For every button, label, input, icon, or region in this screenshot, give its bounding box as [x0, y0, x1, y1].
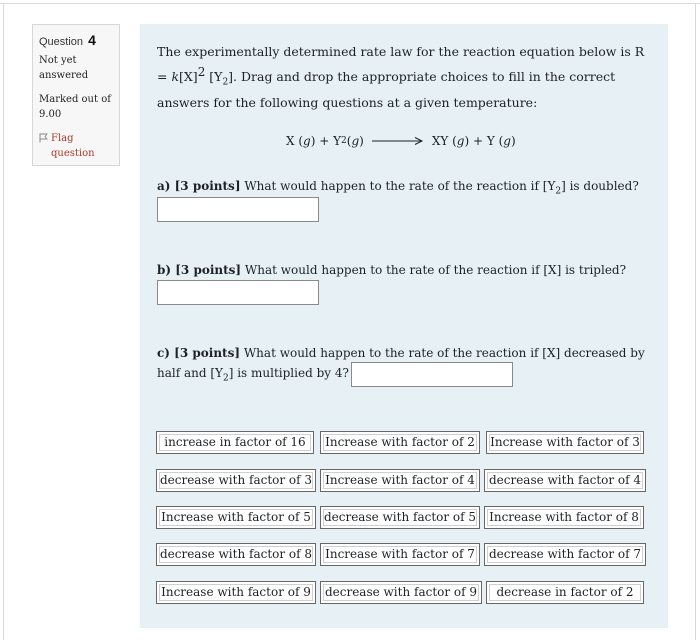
- question-intro: [157, 42, 647, 113]
- eq-phase-2: g: [351, 134, 360, 148]
- rate-constant-k: k: [171, 69, 180, 85]
- question-info-panel: [32, 24, 120, 166]
- eq-lhs-3: (: [346, 134, 352, 148]
- intro-subscript: 2: [222, 77, 229, 88]
- choice-increase-4[interactable]: Increase with factor of 4: [320, 469, 480, 492]
- question-b-text: What would happen to the rate of the reaction if [X] is tripled?: [241, 263, 627, 277]
- choice-decrease-9[interactable]: decrease with factor of 9: [320, 581, 482, 604]
- eq-rhs-3: ): [510, 134, 516, 148]
- eq-lhs-1: X (: [286, 134, 304, 148]
- drop-zone-a[interactable]: [157, 197, 319, 222]
- eq-phase-4: g: [503, 134, 511, 148]
- intro-text-1: The experimentally determined rate law for the reaction equation below is R =: [157, 44, 645, 85]
- eq-lhs-4: ): [359, 134, 364, 148]
- eq-phase-1: g: [303, 134, 311, 148]
- choice-decrease-7[interactable]: decrease with factor of 7: [484, 543, 646, 566]
- intro-text-2: [X]: [179, 69, 198, 85]
- frame-right-border: [695, 3, 696, 640]
- question-c-prefix: c) [3 points]: [157, 346, 241, 360]
- question-a-prefix: a) [3 points]: [157, 179, 241, 193]
- choice-decrease-8[interactable]: decrease with factor of 8: [156, 543, 316, 566]
- choice-increase-3[interactable]: Increase with factor of 3: [486, 431, 644, 454]
- choice-decrease-3[interactable]: decrease with factor of 3: [156, 469, 316, 492]
- question-a-text-1: What would happen to the rate of the reaction if [Y: [240, 179, 556, 193]
- eq-rhs-2: ) + Y (: [464, 134, 504, 148]
- flag-icon: [39, 133, 48, 143]
- question-c-text-2: ] is multiplied by 4?: [228, 366, 349, 380]
- question-c-text-1: What would happen to the rate of the reaction if [X] decreased by half and [Y: [157, 346, 645, 380]
- choice-increase-5[interactable]: Increase with factor of 5: [156, 506, 316, 529]
- question-label: Question: [39, 36, 84, 48]
- drop-zone-c[interactable]: [351, 362, 513, 387]
- choice-increase-8[interactable]: Increase with factor of 8: [484, 506, 644, 529]
- question-a-subscript: 2: [555, 186, 562, 197]
- frame-left-border: [3, 3, 4, 640]
- eq-phase-3: g: [456, 134, 465, 148]
- answer-state: Not yet answered: [39, 55, 89, 81]
- intro-text-4: ]. Drag and drop the appropriate choices to fill in the correct answers for the following questions at a given temperature:: [157, 69, 616, 110]
- eq-lhs-subscript: 2: [341, 136, 347, 146]
- question-b: [157, 260, 647, 280]
- question-grade: Marked out of 9.00: [39, 94, 111, 120]
- drop-zone-b[interactable]: [157, 280, 319, 305]
- reaction-arrow-icon: [372, 136, 424, 146]
- eq-lhs-2: ) + Y: [310, 134, 342, 148]
- choice-increase-7[interactable]: Increase with factor of 7: [320, 543, 480, 566]
- choice-decrease-5[interactable]: decrease with factor of 5: [320, 506, 480, 529]
- question-b-prefix: b) [3 points]: [157, 263, 242, 277]
- choice-decrease-in-2[interactable]: decrease in factor of 2: [486, 581, 644, 604]
- reaction-equation: [286, 134, 516, 148]
- choice-decrease-4[interactable]: decrease with factor of 4: [484, 469, 646, 492]
- question-number: [39, 32, 113, 48]
- eq-rhs-1: XY (: [431, 134, 457, 148]
- frame-top-border: [0, 3, 700, 4]
- choice-increase-2[interactable]: Increase with factor of 2: [320, 431, 480, 454]
- question-content: [140, 24, 668, 628]
- choice-increase-16[interactable]: increase in factor of 16: [156, 431, 314, 454]
- question-a-text-2: ] is doubled?: [561, 179, 639, 193]
- question-number-value: 4: [88, 32, 96, 48]
- flag-question-label: Flag question: [51, 133, 95, 159]
- flag-question-button[interactable]: [39, 131, 113, 161]
- intro-text-3: [Y: [205, 69, 223, 85]
- choice-increase-9[interactable]: Increase with factor of 9: [156, 581, 316, 604]
- intro-exponent: 2: [197, 65, 206, 79]
- question-c-subscript: 2: [222, 373, 229, 384]
